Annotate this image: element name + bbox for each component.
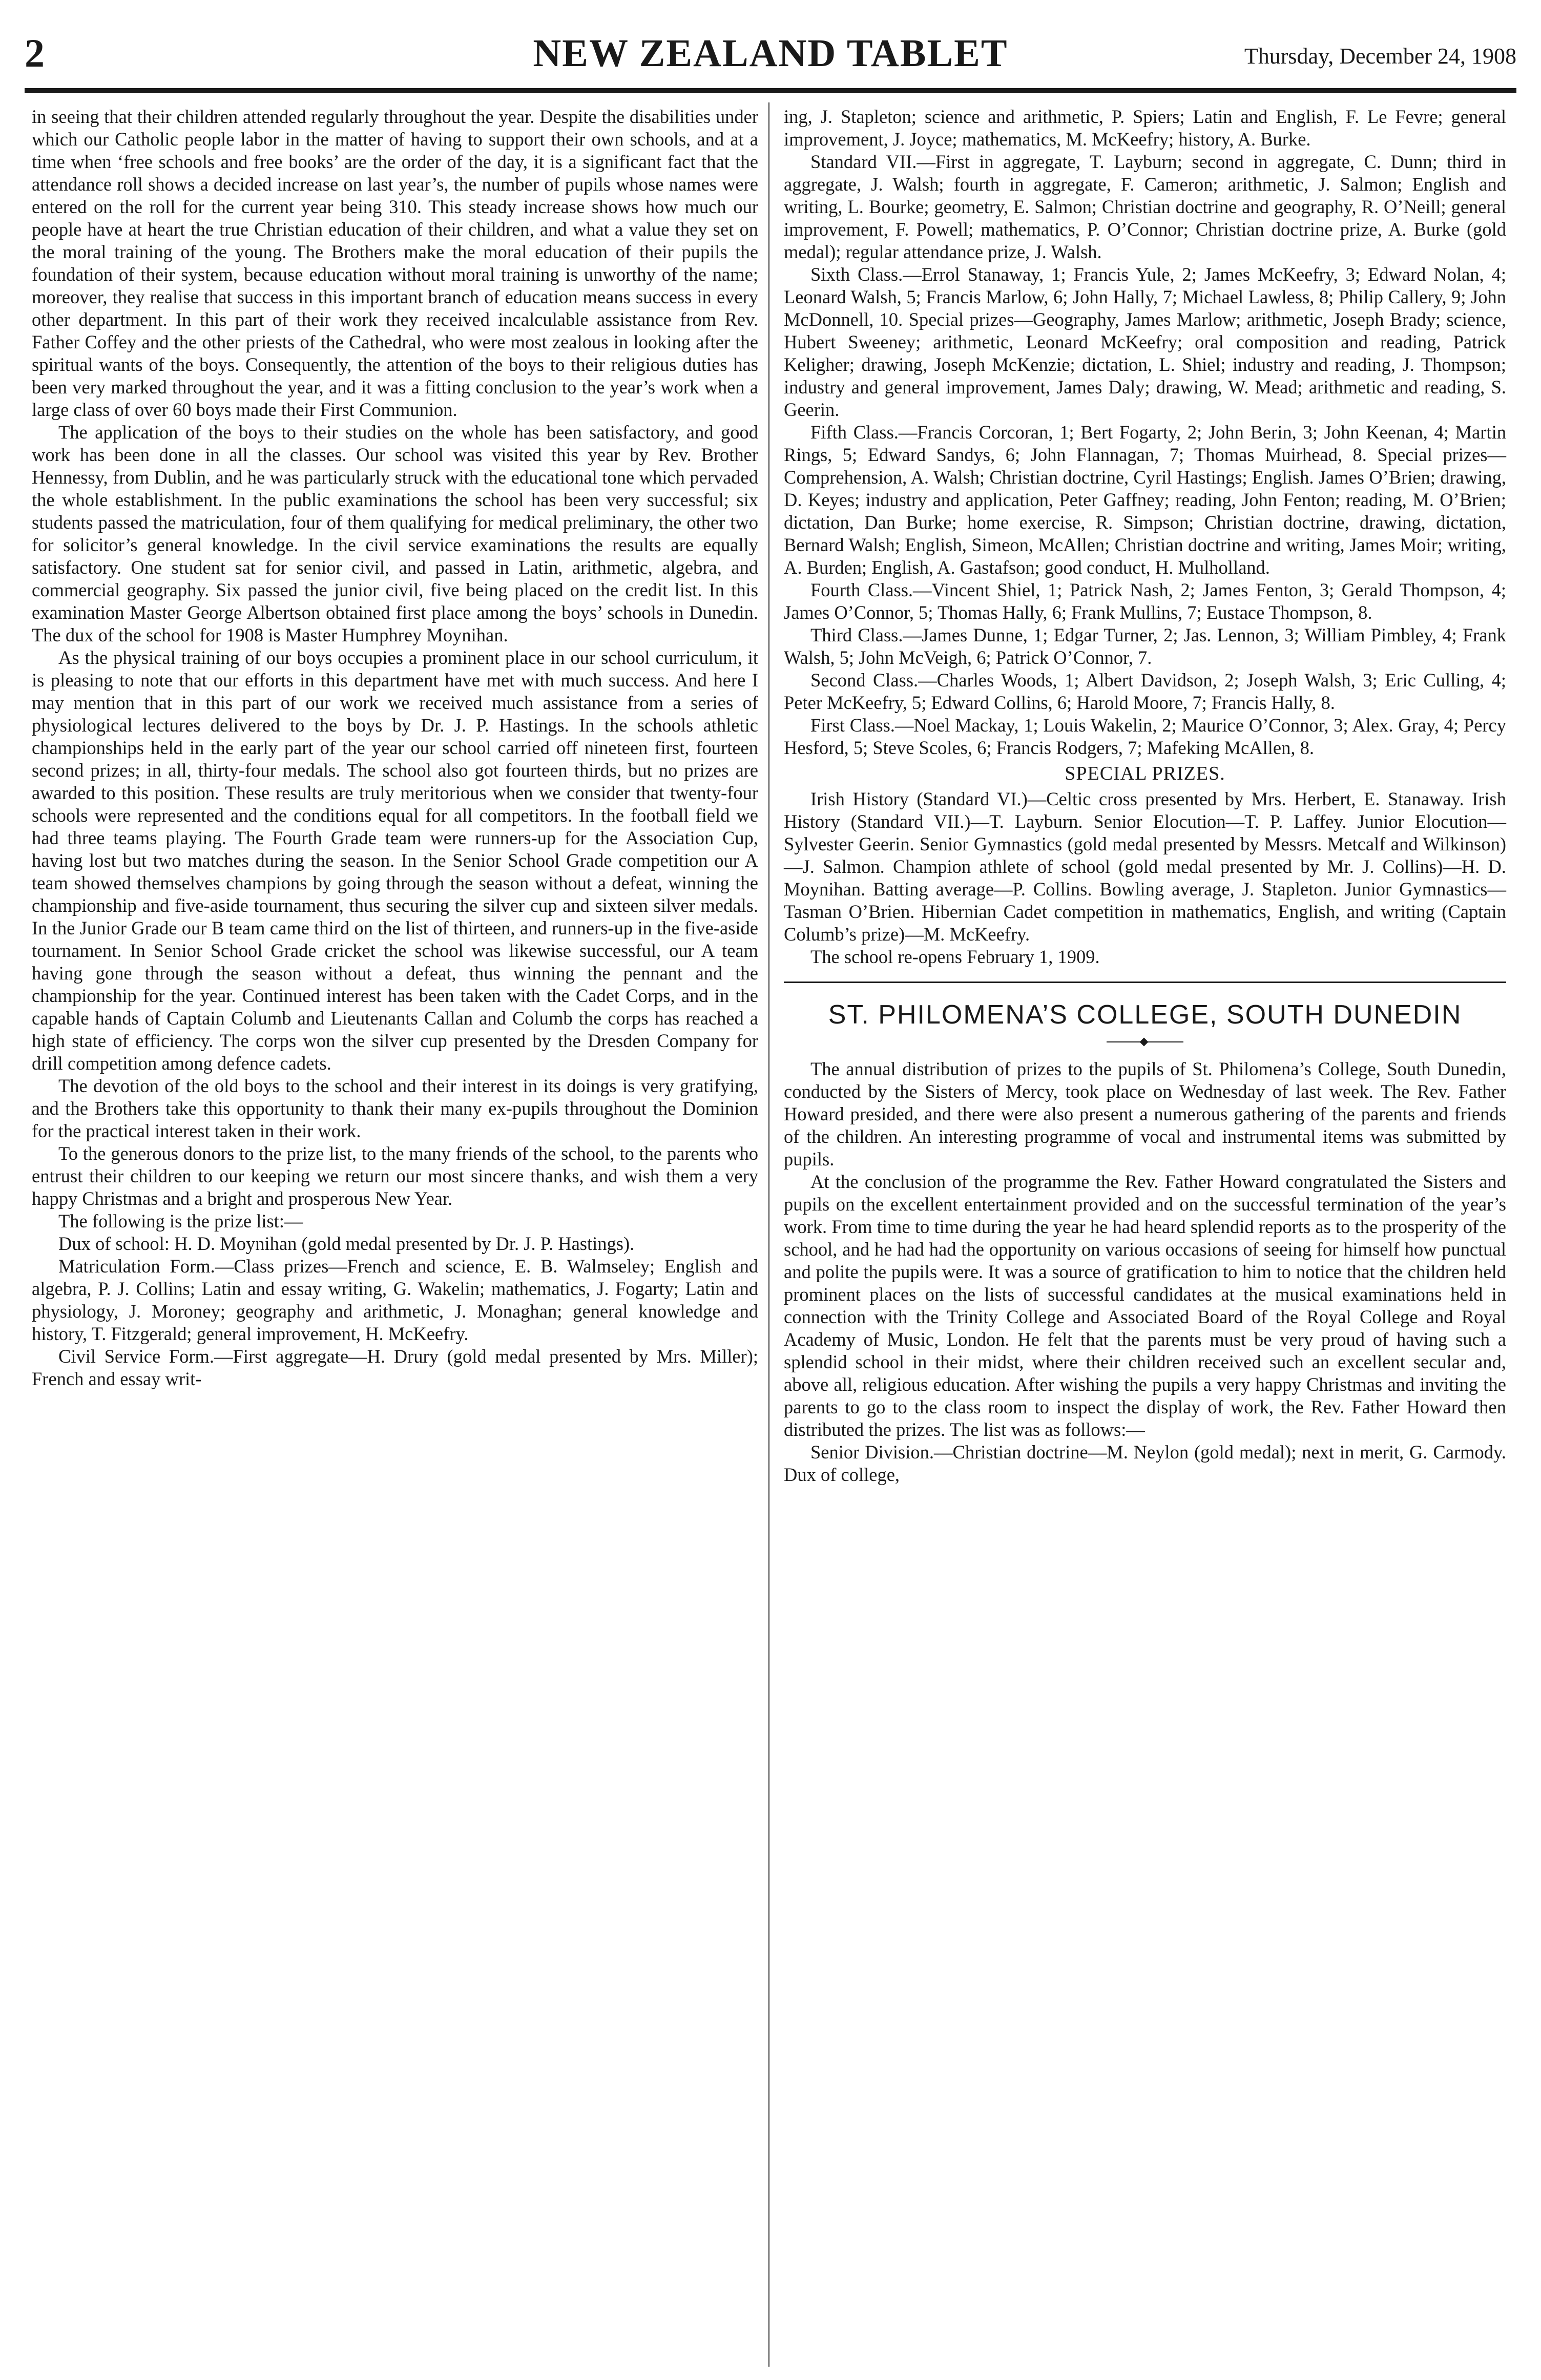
prize-list-intro: The following is the prize list:— xyxy=(58,1210,303,1231)
prize-entry: Fifth Class.—Francis Corcoran, 1; Bert Fogarty, 2; John Berin, 3; John Keenan, 4; Martin Rings, 5; Edward Sandys, 6; John Flannagan, 7; Thomas Muirhead, 8. Special prizes—Comprehension, A. Walsh; Christian doctrine, Cyril Hastings; English. James O’Brien; drawing, D. Keyes; industry and application, Peter Gaffney; reading, John Fenton; reading, M. O’Brien; dictation, Dan Burke; home exercise, R. Simpson; Christian doctrine, drawing, dictation, Bernard Walsh; English, Simeon, McAllen; Christian doctrine and writing, James Moir; writing, A. Burden; English, A. Gastafson; good conduct, H. Mulholland. xyxy=(784,422,1506,578)
page-number: 2 xyxy=(25,31,45,75)
issue-date: Thursday, December 24, 1908 xyxy=(1244,44,1516,69)
article-paragraph: in seeing that their children attended regularly throughout the year. Despite the disabilities under which our Catholic people labor in the matter of having to support their own schools, and at a time when ‘free schools and free books’ are the order of the day, it is a significant fact that the attendance roll shows a decided increase on last year’s, the number of pupils whose names were entered on the roll for the current year being 310. This steady increase shows how much our people have at heart the true Christian education of their children, and what a value they set on the moral training of the young. The Brothers make the moral education of their pupils the foundation of their system, because education without moral training is unworthy of the name; moreover, they realise that success in this important branch of education means success in every other department. In this part of their work they received incalculable assistance from Rev. Father Coffey and the other priests of the Cathedral, who were most zealous in looking after the spiritual wants of the boys. Consequently, the attention of the boys to their religious duties has been very marked throughout the year, and it was a fitting conclusion to the year’s work when a large class of over 60 boys made their First Communion. xyxy=(32,106,758,420)
article-paragraph: The application of the boys to their studies on the whole has been satisfactory, and good work has been done in all the classes. Our school was visited this year by Rev. Brother Hennessy, from Dublin, and he was particularly struck with the educational tone which pervaded the whole establishment. In the public examinations the school has been very successful; six students passed the matriculation, four of them qualifying for medical preliminary, the other two for solicitor’s general knowledge. In the civil service examinations the results are equally satisfactory. One student sat for senior civil, and passed in Latin, arithmetic, algebra, and commercial geography. Six passed the junior civil, five being placed on the credit list. In this examination Master George Albertson obtained first place among the boys’ schools in Dunedin. The dux of the school for 1908 is Master Humphrey Moynihan. xyxy=(32,422,758,645)
college-article-heading: ST. PHILOMENA’S COLLEGE, SOUTH DUNEDIN xyxy=(828,1000,1462,1030)
article-paragraph: At the conclusion of the programme the Rev. Father Howard congratulated the Sisters and pupils on the excellent entertainment provided and on the successful termination of the year’s work. From time to time during the year he had heard splendid reports as to the prosperity of the school, and he had had the opportunity on various occasions of seeing for himself how punctual and polite the pupils were. It was a source of gratification to him to notice that the children held prominent places on the lists of successful candidates at the musical examinations held in connection with the Trinity College and Associated Board of the Royal College and Royal Academy of Music, London. He felt that the parents must be very proud of having such a splendid school in their midst, where their children received such an excellent secular and, above all, religious education. After wishing the pupils a very happy Christmas and inviting the parents to go to the class room to inspect the display of work, the Rev. Father Howard then distributed the prizes. The list was as follows:— xyxy=(784,1171,1506,1440)
article-paragraph: As the physical training of our boys occupies a prominent place in our school curriculum, it is pleasing to note that our efforts in this department have met with much success. And here I may mention that in this part of our work we received much assistance from a series of physiological lectures delivered to the boys by Dr. J. P. Hastings. In the schools athletic championships held in the early part of the year our school carried off nineteen first, fourteen second prizes; in all, thirty-four medals. The school also got fourteen thirds, but no prizes are awarded to this position. These results are truly meritorious when we consider that twenty-four schools were represented and the conditions equal for all competitors. In the football field we had three teams playing. The Fourth Grade team were runners-up for the Association Cup, having lost but two matches during the season. In the Senior School Grade competition our A team showed themselves champions by going through the season without a defeat, winning the championship and five-aside tournament, thus securing the silver cup and sixteen silver medals. In the Junior Grade our B team came third on the list of thirteen, and runners-up in the five-aside tournament. In Senior School Grade cricket the school was likewise successful, our A team having gone through the season without a defeat, thus winning the pennant and the championship for the year. Continued interest has been taken with the Cadet Corps, and in the capable hands of Captain Columb and Lieutenants Callan and Columb the corps has reached a high state of efficiency. The corps won the silver cup presented by the Dresden Company for drill competition among defence cadets. xyxy=(32,647,758,1074)
article-paragraph: The annual distribution of prizes to the pupils of St. Philomena’s College, South Dunedin, conducted by the Sisters of Mercy, took place on Wednesday of last week. The Rev. Father Howard presided, and there were also present a numerous gathering of the parents and friends of the children. An interesting programme of vocal and instrumental items was submitted by pupils. xyxy=(784,1058,1506,1170)
special-prizes-text: Irish History (Standard VI.)—Celtic cross presented by Mrs. Herbert, E. Stanaway. Irish History (Standard VII.)—T. Layburn. Senior Elocution—T. P. Laffey. Junior Elocution—Sylvester Geerin. Senior Gymnastics (gold medal presented by Messrs. Metcalf and Wilkinson)—J. Salmon. Champion athlete of school (gold medal presented by Mr. J. Collins)—H. D. Moynihan. Batting average—P. Collins. Bowling average, J. Stapleton. Junior Gymnastics—Tasman O’Brien. Hibernian Cadet competition in mathematics, English, and writing (Captain Columb’s prize)—M. McKeefry. xyxy=(784,788,1506,945)
prize-entry: Second Class.—Charles Woods, 1; Albert Davidson, 2; Joseph Walsh, 3; Eric Culling, 4; Peter McKeefry, 5; Edward Collins, 6; Harold Moore, 7; Francis Hally, 8. xyxy=(784,670,1506,713)
prize-entry: Sixth Class.—Errol Stanaway, 1; Francis Yule, 2; James McKeefry, 3; Edward Nolan, 4; Leonard Walsh, 5; Francis Marlow, 6; John Hally, 7; Michael Lawless, 8; Philip Callery, 9; John McDonnell, 10. Special prizes—Geography, James Marlow; arithmetic, Joseph Brady; science, Hubert Sweeney; arithmetic, Leonard McKeefry; oral composition and reading, Patrick Keligher; drawing, Joseph McKenzie; dictation, L. Shiel; industry and reading, J. Thompson; industry and general improvement, James Daly; drawing, W. Mead; arithmetic and reading, S. Geerin. xyxy=(784,264,1506,420)
column-divider xyxy=(768,102,769,2367)
left-column xyxy=(32,106,758,1390)
article-paragraph: To the generous donors to the prize list, to the many friends of the school, to the parents who entrust their children to our keeping we return our most sincere thanks, and wish them a very happy Christmas and a bright and prosperous New Year. xyxy=(32,1143,758,1209)
prize-entry: ing, J. Stapleton; science and arithmetic, P. Spiers; Latin and English, F. Le Fevre; general improvement, J. Joyce; mathematics, M. McKeefry; history, A. Burke. xyxy=(784,106,1506,150)
prize-entry: Third Class.—James Dunne, 1; Edgar Turner, 2; Jas. Lennon, 3; William Pimbley, 4; Frank Walsh, 5; John McVeigh, 6; Patrick O’Connor, 7. xyxy=(784,624,1506,668)
right-column xyxy=(784,106,1506,1486)
prize-entry: Matriculation Form.—Class prizes—French and science, E. B. Walmseley; English and algebra, P. J. Collins; Latin and essay writing, G. Wakelin; mathematics, J. Fogarty; Latin and physiology, J. Moroney; geography and arithmetic, J. Monaghan; general knowledge and history, T. Fitzgerald; general improvement, H. McKeefry. xyxy=(32,1256,758,1344)
prize-entry: Senior Division.—Christian doctrine—M. Neylon (gold medal); next in merit, G. Carmody. Dux of college, xyxy=(784,1442,1506,1485)
prize-entry: First Class.—Noel Mackay, 1; Louis Wakelin, 2; Maurice O’Connor, 3; Alex. Gray, 4; Percy Hesford, 5; Steve Scoles, 6; Francis Rodgers, 7; Mafeking McAllen, 8. xyxy=(784,715,1506,758)
page-header xyxy=(25,28,1516,84)
article-divider xyxy=(784,982,1506,983)
prize-entry: Dux of school: H. D. Moynihan (gold medal presented by Dr. J. P. Hastings). xyxy=(58,1233,635,1254)
prize-entry: Fourth Class.—Vincent Shiel, 1; Patrick Nash, 2; James Fenton, 3; Gerald Thompson, 4; James O’Connor, 5; Thomas Hally, 6; Frank Mullins, 7; Eustace Thompson, 8. xyxy=(784,579,1506,623)
ornament-rule xyxy=(1107,1038,1183,1046)
prize-entry: Standard VII.—First in aggregate, T. Layburn; second in aggregate, C. Dunn; third in aggregate, J. Walsh; fourth in aggregate, F. Cameron; arithmetic, J. Salmon; English and writing, L. Bourke; geometry, E. Salmon; Christian doctrine and geography, R. O’Neill; general improvement, F. Powell; mathematics, P. O’Connor; Christian doctrine prize, A. Burke (gold medal); regular attendance prize, J. Walsh. xyxy=(784,151,1506,262)
masthead-title: NEW ZEALAND TABLET xyxy=(533,32,1008,75)
prize-entry: Civil Service Form.—First aggregate—H. Drury (gold medal presented by Mrs. Miller); French and essay writ- xyxy=(32,1346,758,1389)
article-paragraph: The devotion of the old boys to the school and their interest in its doings is very gratifying, and the Brothers take this opportunity to thank their many ex-pupils throughout the Dominion for the practical interest taken in their work. xyxy=(32,1075,758,1141)
school-reopens-notice: The school re-opens February 1, 1909. xyxy=(810,946,1100,967)
special-prizes-heading: SPECIAL PRIZES. xyxy=(1065,763,1225,784)
header-rule xyxy=(25,88,1516,93)
